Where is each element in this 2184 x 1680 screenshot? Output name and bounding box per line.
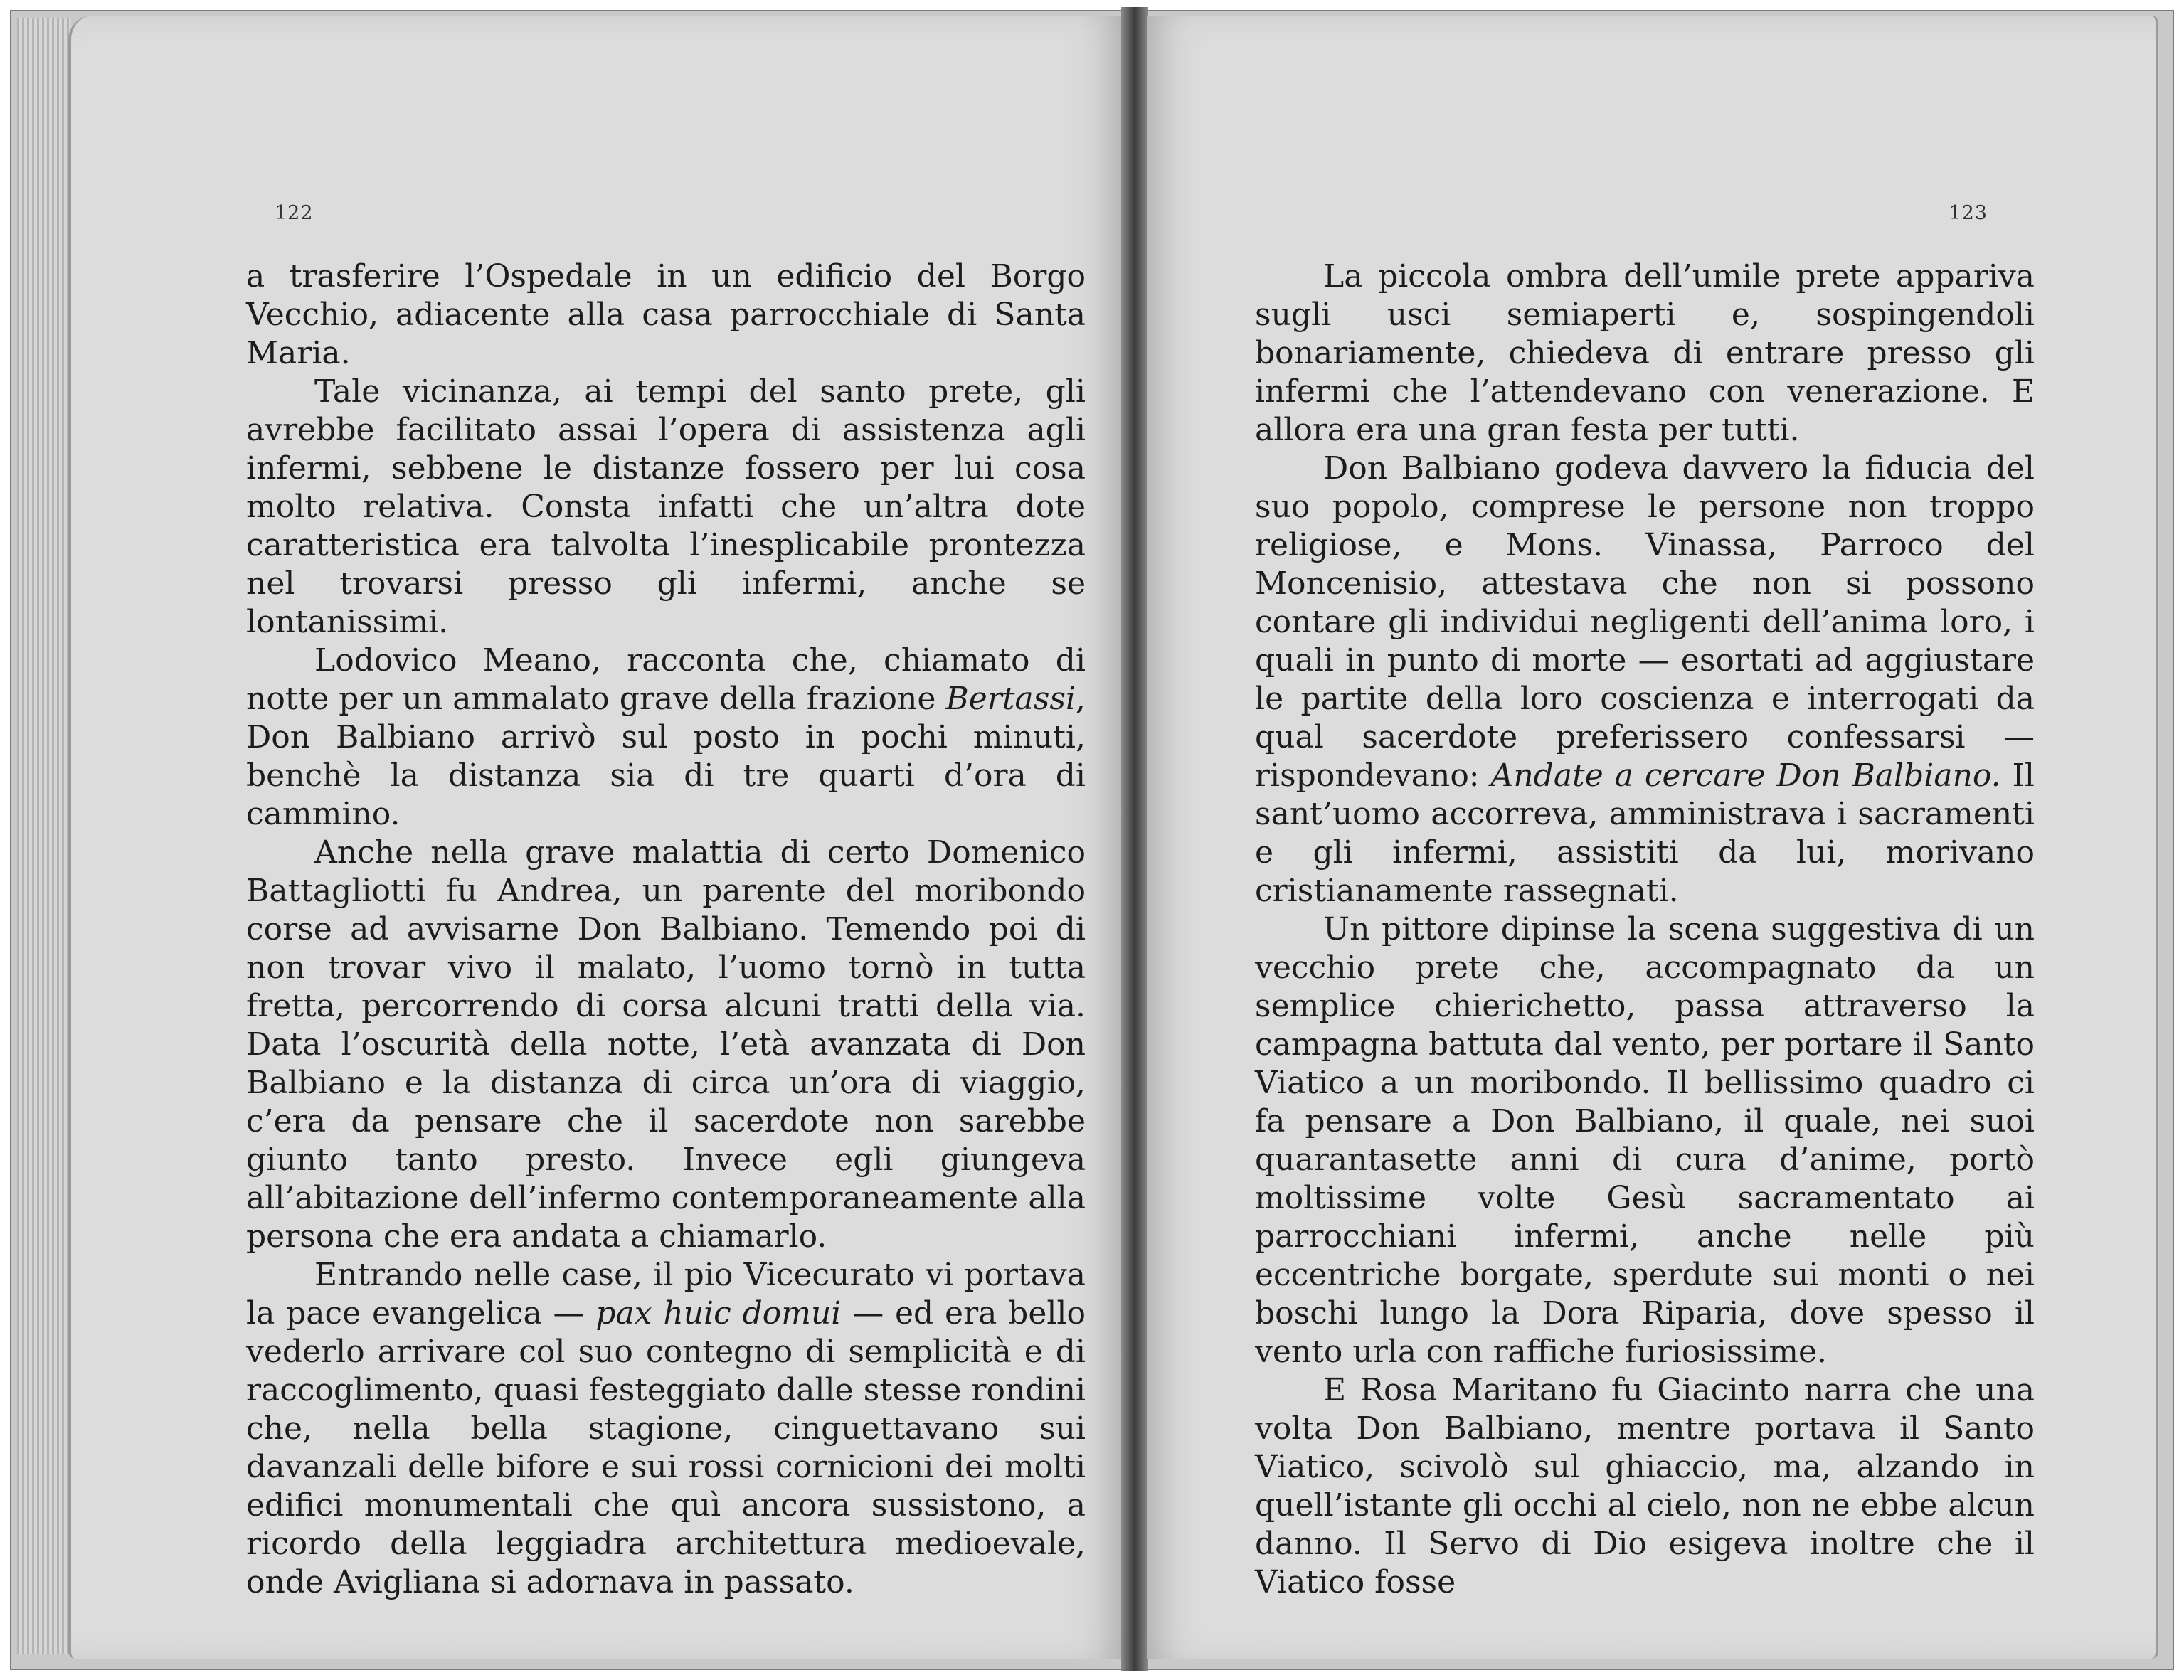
paragraph-text: Lodovico Meano, racconta che, chiamato di notte per un ammalato grave della frazione [246,642,1086,717]
paragraph-text: , Don Balbiano arrivò sul posto in pochi minuti, benchè la distanza sia di tre quarti d’ora di cammino. [246,681,1086,832]
right-page [1147,16,2158,1659]
paragraph: a trasferire l’Ospedale in un edificio del Borgo Vecchio, adiacente alla casa parrocchiale di Santa Maria. [246,258,1086,371]
paragraph: E Rosa Maritano fu Giacinto narra che una volta Don Balbiano, mentre portava il Santo Viatico, scivolò sul ghiaccio, ma, alzando in quell’istante gli occhi al cielo, non ne ebbe alcun danno. Il Servo di Dio esigeva inoltre che il Viatico fosse [1255,1372,2035,1600]
paragraph: Un pittore dipinse la scena suggestiva di un vecchio prete che, accompagnato da un semplice chierichetto, passa attraverso la campagna battuta dal vento, per portare il Santo Viatico a un moribondo. Il bellissimo quadro ci fa pensare a Don Balbiano, il quale, nei suoi quarantasette anni di cura d’anime, portò moltissime volte Gesù sacramentato ai parrocchiani infermi, anche nelle più eccentriche borgate, sperdute sui monti o nei boschi lungo la Dora Riparia, dove spesso il vento urla con raffiche furiosissime. [1255,911,2035,1370]
page-number: 123 [1949,202,1988,224]
page-edges [17,18,71,1654]
body-text [1255,257,2035,1602]
left-page [68,16,1123,1659]
paragraph [1255,450,2035,910]
paragraph-text: Don Balbiano godeva davvero la fiducia del suo popolo, comprese le persone non troppo religiose, e Mons. Vinassa, Parroco del Moncenisio, attestava che non si possono contare gli individui negligenti dell’anima loro, i quali in punto di morte — esortati ad aggiustare le partite della loro coscienza e interrogati da qual sacerdote preferissero confessarsi — rispondevano: [1255,450,2035,794]
paragraph: La piccola ombra dell’umile prete appariva sugli usci semiaperti e, sospingendoli bonariamente, chiedeva di entrare presso gli infermi che l’attendevano con venerazione. E allora era una gran festa per tutti. [1255,258,2035,448]
paragraph [246,642,1086,834]
paragraph-text: Il sant’uomo accorreva, amministrava i sacramenti e gli infermi, assistiti da lui, morivano cristianamente rassegnati. [1255,757,2035,909]
italic-text: pax huic domui [595,1295,842,1331]
page-number: 122 [275,202,314,224]
paragraph-text: Entrando nelle case, il pio Vicecurato vi portava la pace evangelica — [246,1257,1086,1331]
paragraph-text: — ed era bello vederlo arrivare col suo contegno di semplicità e di raccoglimento, quasi festeggiato dalle stesse rondini che, nella bella stagione, cinguettavano sui davanzali delle bifore e sui rossi cornicioni dei molti edifici monumentali che quì ancora sussistono, a ricordo della leggiadra architettura medioevale, onde Avigliana si adornava in passato. [246,1295,1086,1600]
book-gutter [1121,7,1148,1671]
paragraph: Anche nella grave malattia di certo Domenico Battagliotti fu Andrea, un parente del moribondo corse ad avvisarne Don Balbiano. Temendo poi di non trovar vivo il malato, l’uomo tornò in tutta fretta, percorrendo di corsa alcuni tratti della via. Data l’oscurità della notte, l’età avanzata di Don Balbiano e la distanza di circa un’ora di viaggio, c’era da pensare che il sacerdote non sarebbe giunto tanto presto. Invece egli giungeva all’abitazione dell’infermo contemporaneamente alla persona che era andata a chiamarlo. [246,834,1086,1255]
italic-text: Bertassi [945,681,1076,717]
italic-text: Andate a cercare Don Balbiano. [1490,757,2001,794]
body-text [246,257,1086,1602]
paragraph [246,1256,1086,1602]
paragraph: Tale vicinanza, ai tempi del santo prete, gli avrebbe facilitato assai l’opera di assistenza agli infermi, sebbene le distanze fossero per lui cosa molto relativa. Consta infatti che un’altra dote caratteristica era talvolta l’inesplicabile prontezza nel trovarsi presso gli infermi, anche se lontanissimi. [246,373,1086,640]
